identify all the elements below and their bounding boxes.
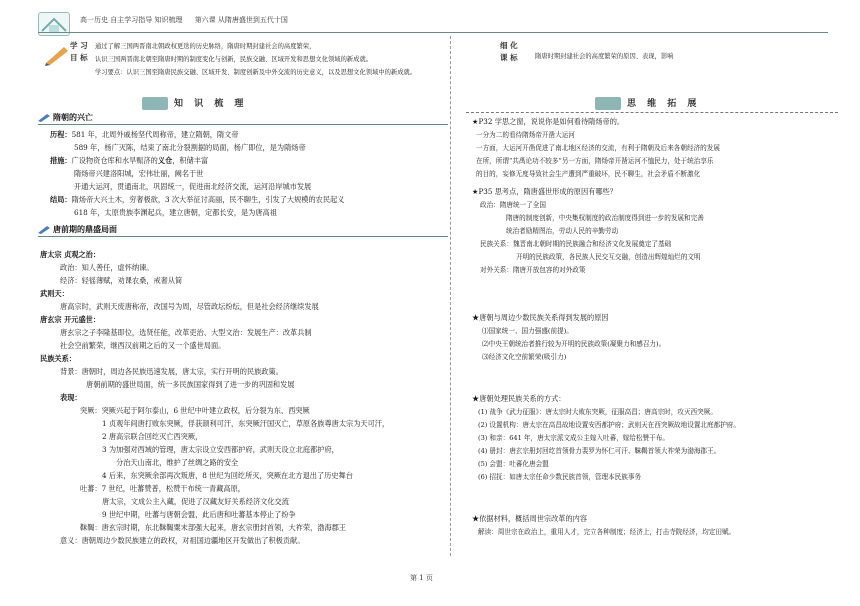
q2-line: 隋唐的制度创新，中央集权制度的政治制度得到进一步的发展和完善 <box>506 214 704 222</box>
tang-line: 表现： <box>60 393 82 402</box>
q1-line: 在所，所谓“共禹论功不较多”另一方面，隋炀帝开凿运河不恤民力，处于统治享乐 <box>476 157 714 165</box>
sui-line-6: 结局：隋炀帝大兴土木，穷奢极欲，3 次大举征讨高丽，民不聊生，引发了大规模的农民起义 <box>50 195 345 204</box>
objective-line: 认识三国两晋南北朝至隋唐时期的制度变化与创新，民族交融、区域开发和思想文化领域的新成就。 <box>95 56 373 63</box>
tang-line: 吐蕃：7 世纪，吐蕃赞普，松赞干布统一青藏高原， <box>80 484 245 493</box>
q2-line: 政治：隋唐统一了全国 <box>480 201 546 209</box>
objectives-label: 学 习 目 标 <box>70 41 88 62</box>
q2-title: ★P35 思考点，隋唐盛世形成的原因有哪些？ <box>472 187 617 196</box>
section-bar-icon <box>142 97 168 110</box>
tang-line: 2 唐高宗联合回纥灭亡西突厥， <box>102 432 203 441</box>
q4-line: (5) 会盟：吐蕃化唐会盟 <box>478 460 549 468</box>
q5-line: 解读：周世宗在政治上，重用人才，完立各种制度；经济上，打击寺院经济，均定田赋。 <box>478 528 736 536</box>
sui-line-2: 589 年，杨广灭陈，结束了南北分裂割据的局面，杨广即位，是为隋炀帝 <box>74 143 306 152</box>
q2-line: 开明的民族政策，各民族人民交互交融，创造出辉煌灿烂的文明 <box>516 253 701 261</box>
key-text: 隋唐时期封建社会的高度繁荣的原因、表现，影响 <box>535 53 674 60</box>
sui-title: 隋朝的兴亡 <box>38 112 93 123</box>
tang-rule <box>38 236 448 237</box>
objectives-lines <box>95 40 416 79</box>
section-title-left: 知 识 梳 理 <box>142 96 247 110</box>
sui-line-5: 开通大运河，贯通南北，巩固统一，促进南北经济交流，运河沿岸城市发展 <box>74 182 312 191</box>
pen-icon <box>38 114 50 122</box>
tang-line: 1 贞观年间唐打败东突厥，俘获颉利可汗，东突厥汗国灭亡，草原各族尊唐太宗为天可汗， <box>102 419 390 428</box>
q4-line: (1) 战争《武力征服》：唐太宗时大败东突厥，征服高昌；唐高宗时，攻灭西突厥。 <box>478 408 717 416</box>
tang-line: 靺鞨：唐玄宗时期，东北靺鞨粟末部强大起来，唐玄宗册封首领，大祚荣，渤海郡王 <box>80 523 346 532</box>
q4-line: (3) 和亲：641 年，唐太宗派文成公主嫁入吐蕃，嫁给松赞干布。 <box>478 434 669 442</box>
tang-line: 唐玄宗之子李隆基即位，选贤任能，改革吏治、大型文治：发展生产：改革兵制 <box>60 328 312 337</box>
sui-rule <box>38 124 448 125</box>
q1-line: 的目的，妄修无度导致社会生产遭到严重破坏，民不聊生，社会矛盾不断激化 <box>476 170 701 178</box>
tang-line: 社会空前繁荣，继西汉前期之后的又一个盛世局面。 <box>60 341 226 350</box>
header-rule <box>38 32 828 33</box>
objective-line: 通过了解三国两晋南北朝政权更迭的历史脉络，隋唐时期封建社会的高度繁荣， <box>95 43 316 50</box>
tang-line: 突厥：突厥兴起于阿尔泰山，6 世纪中叶建立政权，后分裂为东、西突厥 <box>80 406 310 415</box>
q2-line: 统治者励精图治，劳动人民的辛勤劳动 <box>506 227 619 235</box>
tang-line: 意义：唐朝周边少数民族建立的政权，对祖国边疆地区开发做出了积极贡献。 <box>60 536 305 545</box>
header-text <box>80 15 298 25</box>
q4-line: (4) 册封：唐玄宗册封回纥首领骨力裴罗为怀仁可汗、靺鞨首领大祚荣为渤海郡王。 <box>478 447 721 455</box>
tang-line: 经济：轻徭薄赋，劝课农桑，戒奢从简 <box>60 276 183 285</box>
q4-line: (6) 招抚：如唐太宗任命少数民族首领，管理本民族事务 <box>478 473 642 481</box>
key-label: 细 化 课 标 <box>500 41 518 62</box>
q5-title: ★依据材料，概括周世宗改革的内容 <box>472 514 588 523</box>
tang-line: 民族关系： <box>40 354 76 363</box>
column-divider <box>450 36 451 556</box>
header-course: 高一历史 自主学习指导 知识梳理 <box>80 16 183 24</box>
q1-title: ★P32 学思之窗，说说你是如何看待隋炀帝的。 <box>472 117 625 126</box>
q4-line: (2) 设置机构：唐太宗在高昌故地设置安西都护府；武则天在西突厥故地设置北庭都护府。 <box>478 421 740 429</box>
q3-line: ⑵中央王朝统治者推行较为开明的民族政策(凝聚力和感召力)。 <box>482 340 666 348</box>
q2-line: 对外关系：隋唐开放包容的对外政策 <box>480 266 586 274</box>
objective-line: 学习要点：认识三国至隋唐民族交融、区域开发、制度创新及中外交流的历史意义，以及思想文化领域中的新成就。 <box>95 69 417 76</box>
page-number: 第 1 页 <box>410 574 433 582</box>
sui-line-4: 隋炀帝兴建洛阳城，宏伟壮丽，阙名于世 <box>74 169 204 178</box>
q2-line: 民族关系：魏晋南北朝时期的民族融合和经济文化发展奠定了基础 <box>480 240 672 248</box>
tang-line: 9 世纪中期，吐蕃与唐朝会盟，此后唐和吐蕃基本停止了纷争 <box>102 510 296 519</box>
tang-line: 政治：知人善任，虚怀纳谏。 <box>60 263 154 272</box>
q4-title: ★唐朝处理民族关系的方式： <box>472 394 566 403</box>
tang-line: 唐玄宗 开元盛世： <box>40 315 101 324</box>
sui-line-1: 历程：581 年，北周外戚杨坚代周称帝，建立隋朝，隋文帝 <box>50 130 239 139</box>
tang-line: 4 后来，东突厥余部再次叛唐，8 世纪为回纥所灭，突厥在北方退出了历史舞台 <box>102 471 353 480</box>
tang-line: 唐太宗，文成公主入藏，促进了汉藏友好关系经济文化交流 <box>102 497 289 506</box>
q1-line: 一方面，大运河开凿促进了南北地区经济的交流，有利于隋朝及后来各朝经济的发展 <box>476 144 720 152</box>
q1-line: 一分为二的看待隋炀帝开凿大运河 <box>476 131 575 139</box>
sui-line-3: 措施：广设物资仓库和水旱赈济的义仓，积储丰富 <box>50 156 209 165</box>
tang-line: 背景：唐朝时，周边各民族迅速发展，唐太宗，实行开明的民族政策。 <box>60 367 283 376</box>
right-rule <box>466 112 838 113</box>
q3-title: ★唐朝与周边少数民族关系得到发展的原因 <box>472 313 609 322</box>
tang-line: 唐高宗时，武则天废唐称帝，改国号为周，尽管政坛纷纭，但是社会经济继续发展 <box>60 302 319 311</box>
tang-title: 唐前期的鼎盛局面 <box>38 224 117 235</box>
tang-line: 武则天： <box>40 289 69 298</box>
section-bar-icon <box>595 97 621 110</box>
tang-line: 3 为加强对西域的管理，唐太宗设立安西都护府，武则天设立北庭都护府， <box>102 445 339 454</box>
pen-icon <box>38 226 50 234</box>
q3-line: ⑴国家统一、国力强盛(前提)。 <box>482 327 573 335</box>
tang-line: 分治天山南北，维护了丝绸之路的安全 <box>116 458 239 467</box>
q3-line: ⑶经济文化空前繁荣(吸引力) <box>482 353 567 361</box>
section-title-right: 思 维 拓 展 <box>595 96 700 110</box>
tang-line: 唐朝前期的盛世局面，统一多民族国家得到了进一步的巩固和发展 <box>86 380 295 389</box>
objectives-icon <box>44 43 70 69</box>
sui-line-7: 618 年，太原贵族李渊起兵，建立唐朝，定都长安，是为唐高祖 <box>74 208 277 217</box>
tang-line: 唐太宗 贞观之治： <box>40 250 101 259</box>
header-lesson: 第六课 从隋唐盛世到五代十国 <box>194 16 288 24</box>
